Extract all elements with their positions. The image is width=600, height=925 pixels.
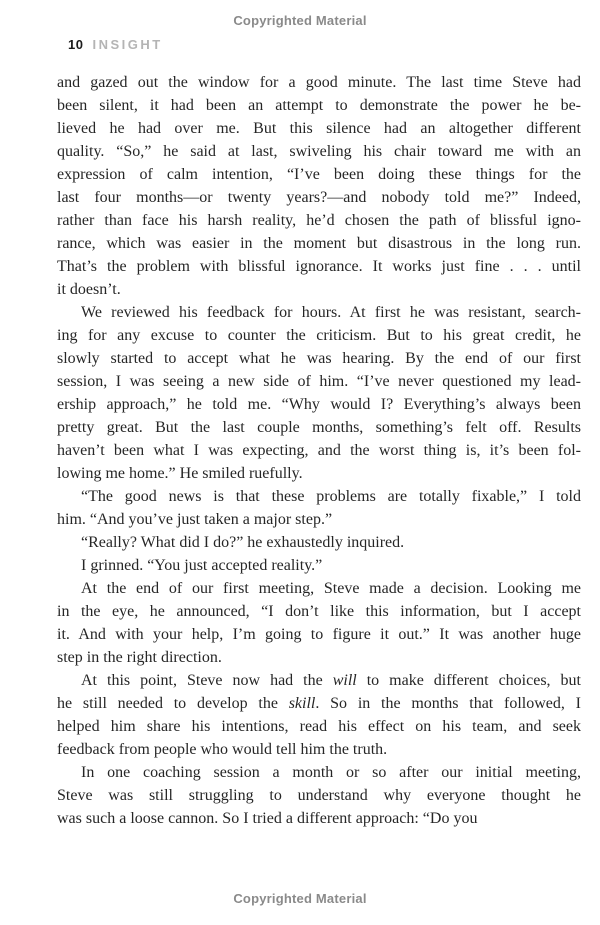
text-line: I grinned. “You just accepted reality.” — [81, 557, 323, 574]
text-line: he still needed to develop the skill. So in the months that followed, I — [57, 695, 581, 712]
text-line: expression of calm intention, “I’ve been doing these things for the — [57, 166, 581, 183]
text-line: been silent, it had been an attempt to demonstrate the power he be- — [57, 97, 581, 114]
text-line: session, I was seeing a new side of him. “I’ve never questioned my lead- — [57, 373, 581, 390]
paragraph — [57, 485, 581, 531]
text-line: That’s the problem with blissful ignorance. It works just fine . . . until — [57, 258, 581, 275]
text-line: rather than face his harsh reality, he’d chosen the path of blissful igno- — [57, 212, 581, 229]
text-line: pretty great. But the last couple months, something’s felt off. Results — [57, 419, 581, 436]
text-line: helped him share his intentions, read his effect on his team, and seek — [57, 718, 581, 735]
text-line: At this point, Steve now had the will to make different choices, but — [81, 672, 581, 689]
text-line: lowing me home.” He smiled ruefully. — [57, 465, 303, 482]
text-line: Steve was still struggling to understand why everyone thought he — [57, 787, 581, 804]
text-line: We reviewed his feedback for hours. At first he was resistant, search- — [81, 304, 581, 321]
text-line: In one coaching session a month or so after our initial meeting, — [81, 764, 581, 781]
text-line: lieved he had over me. But this silence had an altogether different — [57, 120, 581, 137]
text-line: At the end of our first meeting, Steve made a decision. Looking me — [81, 580, 581, 597]
running-title: INSIGHT — [92, 37, 163, 52]
text-line: slowly started to accept what he was hearing. By the end of our first — [57, 350, 581, 367]
text-line: last four months—or twenty years?—and nobody told me?” Indeed, — [57, 189, 581, 206]
text-line: ing for any excuse to counter the criticism. But to his great credit, he — [57, 327, 581, 344]
paragraph — [57, 531, 581, 554]
text-line: “The good news is that these problems are totally fixable,” I told — [81, 488, 581, 505]
text-line: “Really? What did I do?” he exhaustedly inquired. — [81, 534, 405, 551]
text-line: feedback from people who would tell him the truth. — [57, 741, 388, 758]
page-number: 10 — [68, 37, 84, 52]
paragraph — [57, 301, 581, 485]
text-line: rance, which was easier in the moment but disastrous in the long run. — [57, 235, 581, 252]
paragraph — [57, 554, 581, 577]
paragraph — [57, 577, 581, 669]
text-line: it doesn’t. — [57, 281, 121, 298]
text-line: quality. “So,” he said at last, swiveling his chair toward me with an — [57, 143, 581, 160]
paragraph — [57, 761, 581, 830]
copyright-banner-bottom: Copyrighted Material — [233, 891, 367, 906]
text-line: haven’t been what I was expecting, and the worst thing is, it’s been fol- — [57, 442, 581, 459]
text-line: ership approach,” he told me. “Why would I? Everything’s always been — [57, 396, 581, 413]
page-header — [68, 37, 163, 52]
text-line: step in the right direction. — [57, 649, 222, 666]
paragraph — [57, 71, 581, 301]
text-line: and gazed out the window for a good minute. The last time Steve had — [57, 74, 581, 91]
text-line: in the eye, he announced, “I don’t like this information, but I accept — [57, 603, 581, 620]
text-line: it. And with your help, I’m going to figure it out.” It was another huge — [57, 626, 581, 643]
copyright-banner-top: Copyrighted Material — [233, 13, 367, 28]
paragraph — [57, 669, 581, 761]
text-line: him. “And you’ve just taken a major step.” — [57, 511, 333, 528]
body-text — [57, 71, 581, 830]
text-line: was such a loose cannon. So I tried a different approach: “Do you — [57, 810, 478, 827]
